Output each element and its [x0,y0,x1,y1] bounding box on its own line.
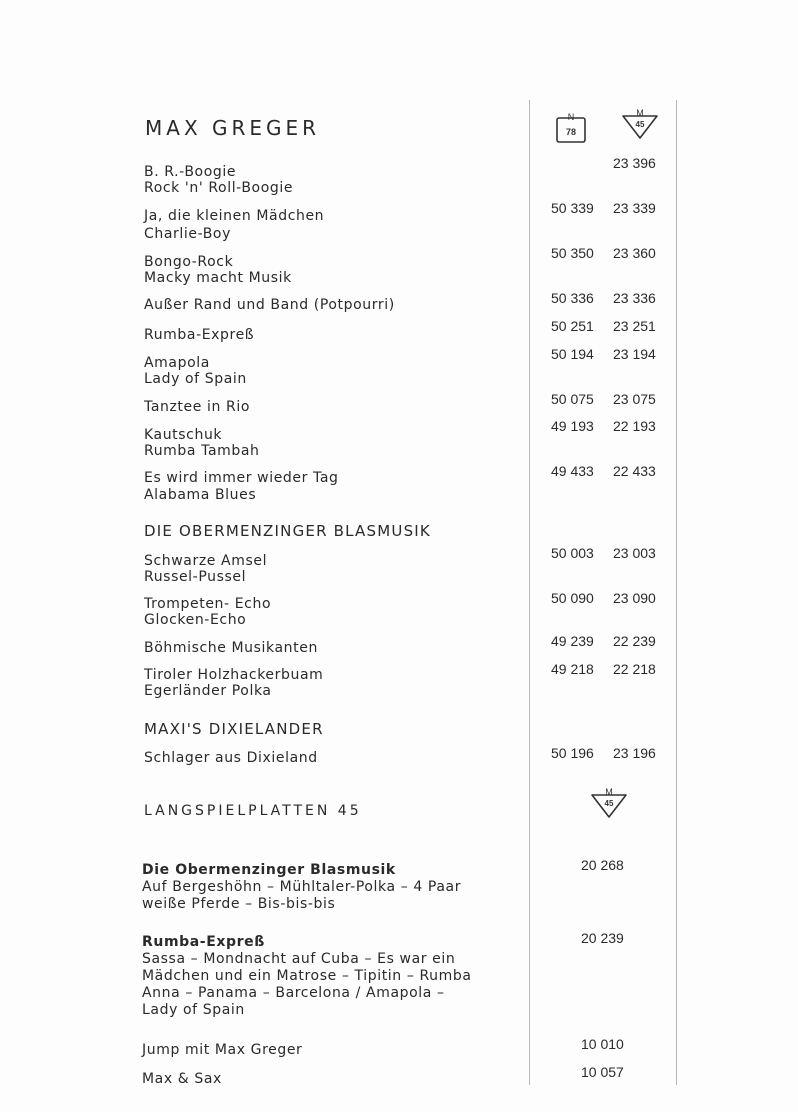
lp-line: Max & Sax [142,1071,222,1087]
catalog-number-m45: 23 075 [613,391,656,407]
title-line: Glocken-Echo [144,612,247,628]
title-line: Rock 'n' Roll-Boogie [144,180,294,196]
catalog-number-m45: 23 196 [613,745,656,761]
catalog-number-n78: 49 218 [551,661,594,677]
svg-text:45: 45 [604,799,614,808]
catalog-number-n78: 50 090 [551,590,594,606]
catalog-number-m45: 23 396 [613,155,656,171]
title-line: Russel-Pussel [144,569,247,585]
svg-text:M: M [605,787,613,797]
catalog-number-n78: 50 003 [551,545,594,561]
column-divider-right [676,100,677,1085]
catalog-number-m45: 22 218 [613,661,656,677]
title-line: Es wird immer wieder Tag [144,470,339,486]
svg-text:78: 78 [565,127,577,137]
catalog-number-n78: 50 251 [551,318,594,334]
catalog-number-m45: 22 239 [613,633,656,649]
catalog-number-m45: 23 339 [613,200,656,216]
catalog-number-m45: 22 193 [613,418,656,434]
title-line: Schwarze Amsel [144,553,268,569]
svg-text:45: 45 [635,120,645,129]
title-line: Egerländer Polka [144,683,272,699]
title-line: Ja, die kleinen Mädchen [144,208,325,224]
section-title: MAXI'S DIXIELANDER [144,720,324,738]
format-n78-icon [555,108,589,148]
lp-line: Jump mit Max Greger [142,1042,303,1058]
catalog-number-m45: 23 336 [613,290,656,306]
catalog-number-n78: 49 433 [551,463,594,479]
lp-heading: Rumba-Expreß [142,934,265,950]
title-line: Alabama Blues [144,487,257,503]
format-m45-icon [589,785,629,823]
title-line: Tiroler Holzhackerbuam [144,667,324,683]
lp-line: Anna – Panama – Barcelona / Amapola – [142,985,445,1001]
catalog-number-n78: 49 193 [551,418,594,434]
lp-number: 20 268 [581,857,624,873]
title-line: Rumba-Expreß [144,327,255,343]
title-line: Tanztee in Rio [144,399,250,415]
format-m45-icon [620,106,660,144]
catalog-number-n78: 50 075 [551,391,594,407]
catalog-number-n78: 50 350 [551,245,594,261]
title-line: Macky macht Musik [144,270,292,286]
title-line: Charlie-Boy [144,226,231,242]
lp-line: weiße Pferde – Bis-bis-bis [142,896,336,912]
title-line: Amapola [144,355,210,371]
catalog-number-m45: 23 251 [613,318,656,334]
catalog-number-n78: 50 336 [551,290,594,306]
title-line: Bongo-Rock [144,254,234,270]
catalog-number-m45: 23 194 [613,346,656,362]
column-divider-left [529,100,530,1085]
catalog-number-n78: 50 339 [551,200,594,216]
title-line: Rumba Tambah [144,443,260,459]
catalog-number-n78: 50 196 [551,745,594,761]
title-line: Trompeten- Echo [144,596,272,612]
catalog-number-m45: 23 090 [613,590,656,606]
svg-text:M: M [636,108,644,118]
page-title: MAX GREGER [145,116,321,140]
title-line: Lady of Spain [144,371,247,387]
title-line: Böhmische Musikanten [144,640,318,656]
lp-number: 20 239 [581,930,624,946]
catalog-number-m45: 23 003 [613,545,656,561]
catalog-number-n78: 50 194 [551,346,594,362]
title-line: Schlager aus Dixieland [144,750,318,766]
lp-number: 10 010 [581,1036,624,1052]
catalog-number-n78: 49 239 [551,633,594,649]
lp-heading: Die Obermenzinger Blasmusik [142,862,396,878]
lp-line: Mädchen und ein Matrose – Tipitin – Rumba [142,968,472,984]
section-title: DIE OBERMENZINGER BLASMUSIK [144,522,431,540]
lp-line: Sassa – Mondnacht auf Cuba – Es war ein [142,951,456,967]
lp-section-title: LANGSPIELPLATTEN 45 [144,803,362,819]
svg-text:N: N [567,112,575,122]
title-line: B. R.-Boogie [144,164,237,180]
lp-number: 10 057 [581,1064,624,1080]
lp-line: Auf Bergeshöhn – Mühltaler-Polka – 4 Paar [142,879,462,895]
catalog-number-m45: 22 433 [613,463,656,479]
title-line: Kautschuk [144,427,223,443]
lp-line: Lady of Spain [142,1002,245,1018]
title-line: Außer Rand und Band (Potpourri) [144,297,395,313]
catalog-number-m45: 23 360 [613,245,656,261]
